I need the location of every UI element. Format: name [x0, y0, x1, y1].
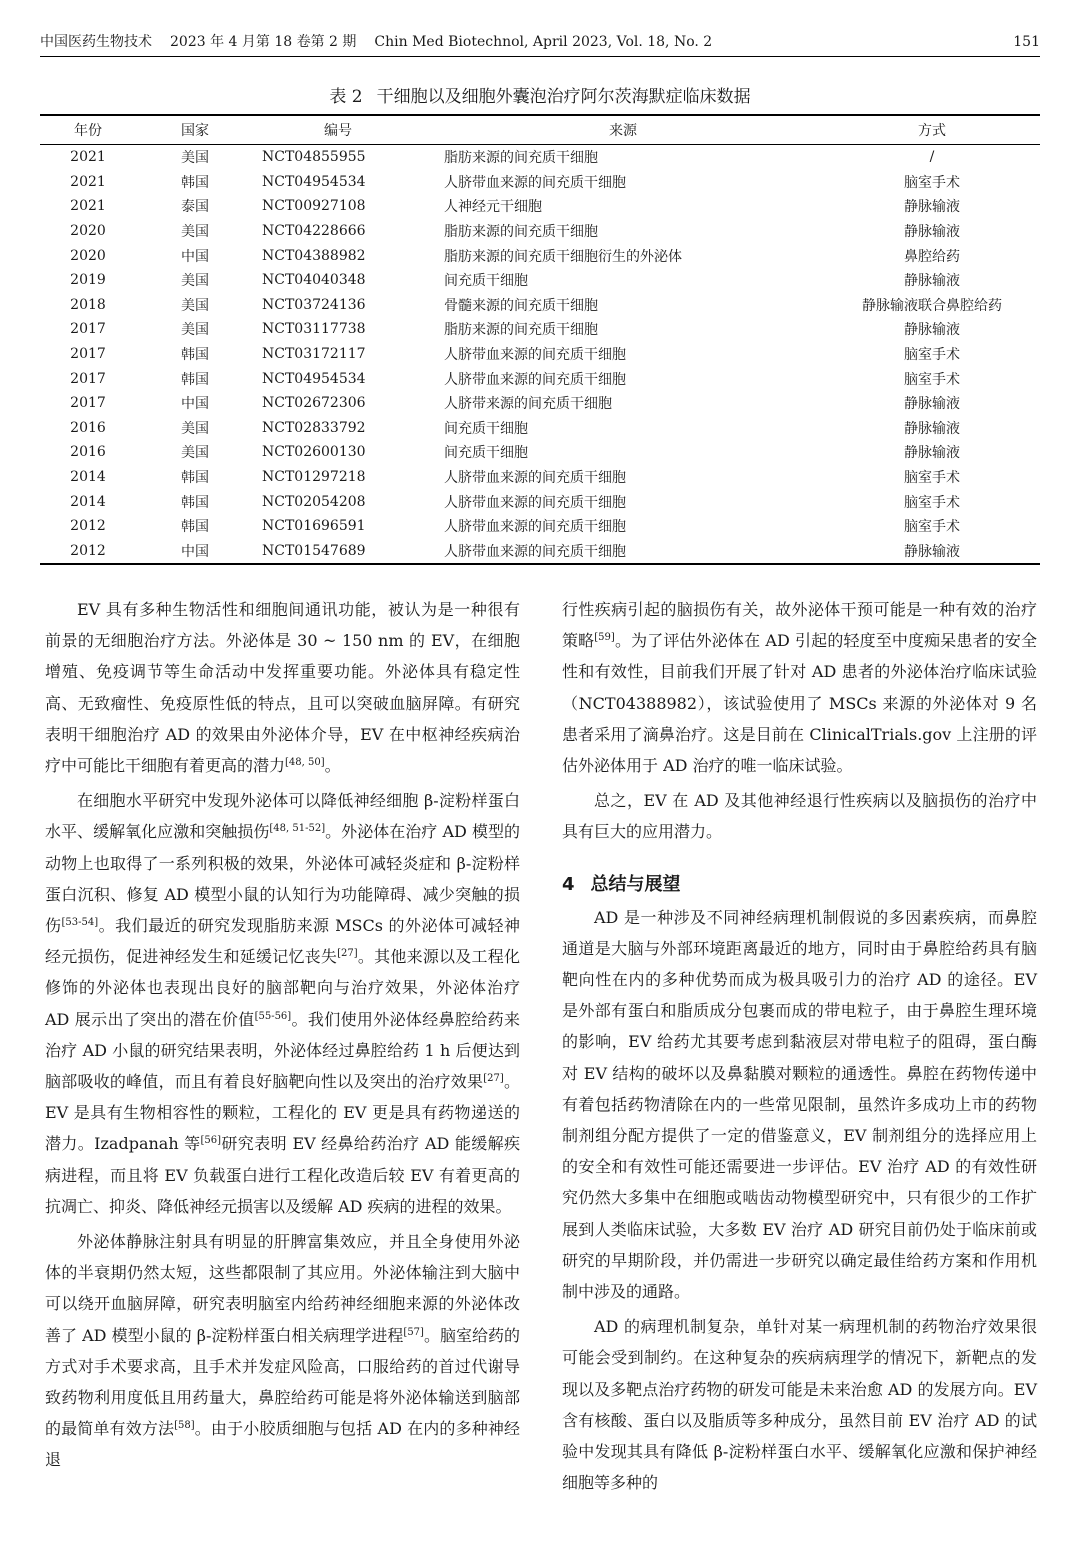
paragraph-text: 外泌体静脉注射具有明显的肝脾富集效应，并且全身使用外泌体的半衰期仍然太短，这些都限制了其应用。外泌体输注到大脑中可以绕开血脑屏障，研究表明脑室内给药神经细胞来源的外泌体改善了 AD 模型小鼠的 β-淀粉样蛋白相关病理学进程: [45, 1232, 520, 1345]
cell-country: 韩国: [181, 519, 209, 536]
cell-source: 人脐带血来源的间充质干细胞: [444, 347, 626, 364]
table-row: [40, 366, 1040, 391]
col-header-mode: 方式: [918, 123, 946, 139]
cell-mode: /: [929, 149, 935, 166]
cell-year: 2014: [70, 493, 106, 510]
cell-mode: 脑室手术: [904, 519, 960, 536]
table-body: [40, 145, 1040, 565]
citation: [56]: [200, 1135, 222, 1147]
cell-mode: 脑室手术: [904, 174, 960, 191]
paragraph-text: 。EV 是具有生物相容性的颗粒，工程化的 EV 更是具有药物递送的潜力。Izadpanah 等: [45, 1072, 520, 1154]
issue-info-cn: 2023 年 4 月第 18 卷第 2 期: [170, 34, 357, 50]
cell-trial-id: NCT02600130: [262, 444, 366, 461]
citation: [55-56]: [254, 1010, 292, 1022]
cell-mode: 静脉输液联合鼻腔给药: [862, 297, 1002, 314]
table-row: [40, 416, 1040, 441]
cell-mode: 脑室手术: [904, 470, 960, 487]
page-number: 151: [1013, 34, 1040, 50]
cell-year: 2014: [70, 469, 106, 486]
table-row: [40, 465, 1040, 490]
cell-source: 间充质干细胞: [444, 273, 528, 290]
cell-country: 美国: [181, 273, 209, 290]
cell-source: 人脐带血来源的间充质干细胞: [444, 543, 626, 560]
paragraph-text: 。: [324, 756, 341, 776]
citation: [53-54]: [61, 917, 99, 929]
cell-trial-id: NCT04954534: [262, 173, 366, 190]
table-row: [40, 539, 1040, 565]
paragraph: [562, 594, 1037, 781]
table-row: [40, 170, 1040, 195]
cell-source: 人脐带血来源的间充质干细胞: [444, 519, 626, 536]
table-row: [40, 268, 1040, 293]
table-title: 干细胞以及细胞外囊泡治疗阿尔茨海默症临床数据: [376, 87, 751, 107]
col-header-country: 国家: [181, 123, 209, 139]
cell-source: 人神经元干细胞: [444, 199, 542, 216]
cell-country: 中国: [181, 248, 209, 265]
paragraph-text: 研究表明 EV 经鼻给药治疗 AD 能缓解疾病进程，而且将 EV 负载蛋白进行工程化改造后较 EV 有着更高的抗凋亡、抑炎、降低神经元损害以及缓解 AD 疾病的进程的效果。: [45, 1134, 520, 1216]
cell-trial-id: NCT04954534: [262, 370, 366, 387]
cell-source: 脂肪来源的间充质干细胞: [444, 322, 598, 339]
cell-source: 人脐带血来源的间充质干细胞: [444, 470, 626, 487]
cell-country: 韩国: [181, 174, 209, 191]
cell-mode: 脑室手术: [904, 347, 960, 364]
paragraph: AD 的病理机制复杂，单针对某一病理机制的药物治疗效果很可能会受到制约。在这种复杂的疾病病理学的情况下，新靶点的发现以及多靶点治疗药物的研发可能是未来治愈 AD 的发展方向。EV 含有核酸、蛋白以及脂质等多种成分，虽然目前 EV 治疗 AD 的试验中发现其具有降低 β-淀粉样蛋白水平、缓解氧化应激和保护神经细胞等多种的: [562, 1317, 1037, 1493]
cell-mode: 脑室手术: [904, 371, 960, 388]
citation: [27]: [337, 948, 358, 960]
cell-source: 脂肪来源的间充质干细胞: [444, 224, 598, 241]
paragraph-text: EV 具有多种生物活性和细胞间通讯功能，被认为是一种很有前景的无细胞治疗方法。外泌体是 30 ~ 150 nm 的 EV，在细胞增殖、免疫调节等生命活动中发挥重要功能。外泌体具有稳定性高、无致瘤性、免疫原性低的特点，且可以突破血脑屏障。有研究表明干细胞治疗 AD 的效果由外泌体介导，EV 在中枢神经疾病治疗中可能比干细胞有着更高的潜力: [45, 600, 520, 776]
cell-mode: 静脉输液: [904, 322, 960, 339]
col-header-source: 来源: [609, 123, 637, 139]
header-rule: [40, 56, 1040, 57]
cell-trial-id: NCT03172117: [262, 346, 366, 363]
table-caption: [0, 84, 1080, 110]
cell-country: 美国: [181, 322, 209, 339]
running-header: [40, 30, 1040, 54]
cell-source: 间充质干细胞: [444, 445, 528, 462]
clinical-data-table: [40, 114, 1040, 565]
section-number: 4: [562, 873, 575, 895]
paragraph-text: 。脑室给药的方式对手术要求高，且手术并发症风险高，口服给药的首过代谢导致药物利用度低且用药量大，鼻腔给药可能是将外泌体输送到脑部的最简单有效方法: [45, 1325, 520, 1439]
table-row: [40, 440, 1040, 465]
paragraph-text: 。为了评估外泌体在 AD 引起的轻度至中度痴呆患者的安全性和有效性，目前我们开展了针对 AD 患者的外泌体治疗临床试验（NCT04388982），该试验使用了 MSCs 来源的外泌体对 9 名患者采用了滴鼻治疗。这是目前在 ClinicalTrials.gov 上注册的评估外泌体用于 AD 治疗的唯一临床试验。: [562, 631, 1037, 776]
cell-country: 韩国: [181, 470, 209, 487]
cell-trial-id: NCT04388982: [262, 247, 366, 264]
cell-country: 泰国: [181, 199, 209, 216]
cell-year: 2017: [70, 321, 106, 338]
cell-trial-id: NCT02672306: [262, 395, 366, 412]
paragraph: [45, 594, 520, 781]
running-header-left: [40, 30, 730, 54]
cell-year: 2019: [70, 272, 106, 289]
cell-source: 骨髓来源的间充质干细胞: [444, 297, 598, 314]
table-row: [40, 194, 1040, 219]
table-row: [40, 145, 1040, 170]
cell-trial-id: NCT01297218: [262, 469, 366, 486]
paragraph-text: 。其他来源以及工程化修饰的外泌体也表现出良好的脑部靶向与治疗效果，外泌体治疗 AD 展示出了突出的潜在价值: [45, 947, 520, 1029]
journal-name-en: Chin Med Biotechnol, April 2023, Vol. 18, No. 2: [374, 34, 713, 50]
cell-country: 中国: [181, 543, 209, 560]
section-title: 总结与展望: [590, 873, 681, 895]
cell-country: 美国: [181, 445, 209, 462]
cell-year: 2017: [70, 346, 106, 363]
citation: [48, 51-52]: [269, 823, 326, 835]
cell-trial-id: NCT03117738: [262, 321, 366, 338]
table-row: [40, 489, 1040, 514]
paragraph-text: 。我们使用外泌体经鼻腔给药来治疗 AD 小鼠的研究结果表明，外泌体经过鼻腔给药 1 h 后便达到脑部吸收的峰值，而且有着良好脑靶向性以及突出的治疗效果: [45, 1009, 520, 1092]
cell-year: 2021: [70, 198, 106, 215]
table-row: [40, 317, 1040, 342]
citation: [48, 50]: [285, 757, 325, 769]
cell-trial-id: NCT00927108: [262, 198, 366, 215]
cell-year: 2021: [70, 149, 106, 166]
paragraph: [45, 1226, 520, 1476]
cell-year: 2012: [70, 518, 106, 535]
cell-source: 脂肪来源的间充质干细胞: [444, 150, 598, 167]
cell-trial-id: NCT04855955: [262, 149, 366, 166]
paragraph-text: 。外泌体在治疗 AD 模型的动物上也取得了一系列积极的效果，外泌体可减轻炎症和 β-淀粉样蛋白沉积、修复 AD 模型小鼠的认知行为功能障碍、减少突触的损伤: [45, 822, 520, 936]
paragraph: [45, 785, 520, 1222]
cell-year: 2016: [70, 419, 106, 436]
cell-country: 中国: [181, 396, 209, 413]
cell-country: 美国: [181, 297, 209, 314]
cell-mode: 鼻腔给药: [904, 248, 960, 265]
cell-source: 人脐带血来源的间充质干细胞: [444, 494, 626, 511]
paragraph-text: 在细胞水平研究中发现外泌体可以降低神经细胞 β-淀粉样蛋白水平、缓解氧化应激和突触损伤: [45, 791, 520, 842]
cell-trial-id: NCT02833792: [262, 419, 366, 436]
cell-year: 2020: [70, 247, 106, 264]
table-row: [40, 293, 1040, 318]
table-row: [40, 342, 1040, 367]
table-header-row: [40, 115, 1040, 145]
table-label: 表 2: [329, 87, 363, 107]
col-header-id: 编号: [324, 123, 352, 139]
left-column: [45, 594, 520, 1476]
cell-trial-id: NCT02054208: [262, 493, 366, 510]
cell-source: 人脐带来源的间充质干细胞: [444, 396, 612, 413]
cell-year: 2012: [70, 542, 106, 559]
cell-trial-id: NCT03724136: [262, 296, 366, 313]
cell-mode: 静脉输液: [904, 445, 960, 462]
cell-mode: 静脉输液: [904, 224, 960, 241]
table-row: [40, 391, 1040, 416]
cell-trial-id: NCT04228666: [262, 223, 366, 240]
cell-source: 人脐带血来源的间充质干细胞: [444, 371, 626, 388]
cell-year: 2018: [70, 296, 106, 313]
cell-mode: 脑室手术: [904, 494, 960, 511]
table-row: [40, 514, 1040, 539]
paragraph-text: 。我们最近的研究发现脂肪来源 MSCs 的外泌体可减轻神经元损伤，促进神经发生和延缓记忆丧失: [45, 916, 520, 967]
paragraph-text: 。由于小胶质细胞与包括 AD 在内的多种神经退: [45, 1419, 520, 1470]
cell-country: 美国: [181, 224, 209, 241]
table-row: [40, 219, 1040, 244]
citation: [59]: [594, 632, 615, 644]
cell-trial-id: NCT01547689: [262, 542, 366, 559]
cell-country: 韩国: [181, 371, 209, 388]
cell-country: 韩国: [181, 494, 209, 511]
cell-trial-id: NCT01696591: [262, 518, 366, 535]
cell-country: 韩国: [181, 347, 209, 364]
cell-mode: 静脉输液: [904, 420, 960, 437]
cell-source: 人脐带血来源的间充质干细胞: [444, 174, 626, 191]
citation: [57]: [403, 1326, 424, 1338]
right-column: [562, 594, 1037, 1498]
section-heading: [562, 870, 1037, 900]
cell-year: 2021: [70, 173, 106, 190]
cell-source: 间充质干细胞: [444, 420, 528, 437]
paragraph: 总之，EV 在 AD 及其他神经退行性疾病以及脑损伤的治疗中具有巨大的应用潜力。: [562, 791, 1037, 842]
cell-year: 2016: [70, 444, 106, 461]
table-row: [40, 243, 1040, 268]
citation: [58]: [174, 1420, 195, 1432]
paragraph: AD 是一种涉及不同神经病理机制假说的多因素疾病，而鼻腔通道是大脑与外部环境距离最近的地方，同时由于鼻腔给药具有脑靶向性在内的多种优势而成为极具吸引力的治疗 AD 的途径。EV 是外部有蛋白和脂质成分包裹而成的带电粒子，由于鼻腔生理环境的影响，EV 给药尤其要考虑到黏液层对带电粒子的阻碍，蛋白酶对 EV 结构的破坏以及鼻黏膜对颗粒的通透性。鼻腔在药物传递中有着包括药物清除在内的一些常见限制，虽然许多成功上市的药物制剂组分配方提供了一定的借鉴意义，EV 制剂组分的选择应用上的安全和有效性可能还需要进一步评估。EV 治疗 AD 的有效性研究仍然大多集中在细胞或啮齿动物模型研究中，只有很少的工作扩展到人类临床试验，大多数 EV 治疗 AD 研究目前仍处于临床前或研究的早期阶段，并仍需进一步研究以确定最佳给药方案和作用机制中涉及的通路。: [562, 907, 1037, 1302]
cell-year: 2017: [70, 395, 106, 412]
cell-mode: 静脉输液: [904, 543, 960, 560]
paragraph-text: 行性疾病引起的脑损伤有关，故外泌体干预可能是一种有效的治疗策略: [562, 600, 1037, 651]
cell-mode: 静脉输液: [904, 396, 960, 413]
cell-mode: 静脉输液: [904, 199, 960, 216]
cell-country: 美国: [181, 150, 209, 167]
cell-year: 2017: [70, 370, 106, 387]
cell-source: 脂肪来源的间充质干细胞衍生的外泌体: [444, 248, 682, 265]
col-header-year: 年份: [74, 123, 102, 139]
cell-mode: 静脉输液: [904, 273, 960, 290]
journal-name-cn: 中国医药生物技术: [40, 34, 152, 50]
cell-trial-id: NCT04040348: [262, 272, 366, 289]
cell-year: 2020: [70, 223, 106, 240]
cell-country: 美国: [181, 420, 209, 437]
citation: [27]: [483, 1073, 504, 1085]
